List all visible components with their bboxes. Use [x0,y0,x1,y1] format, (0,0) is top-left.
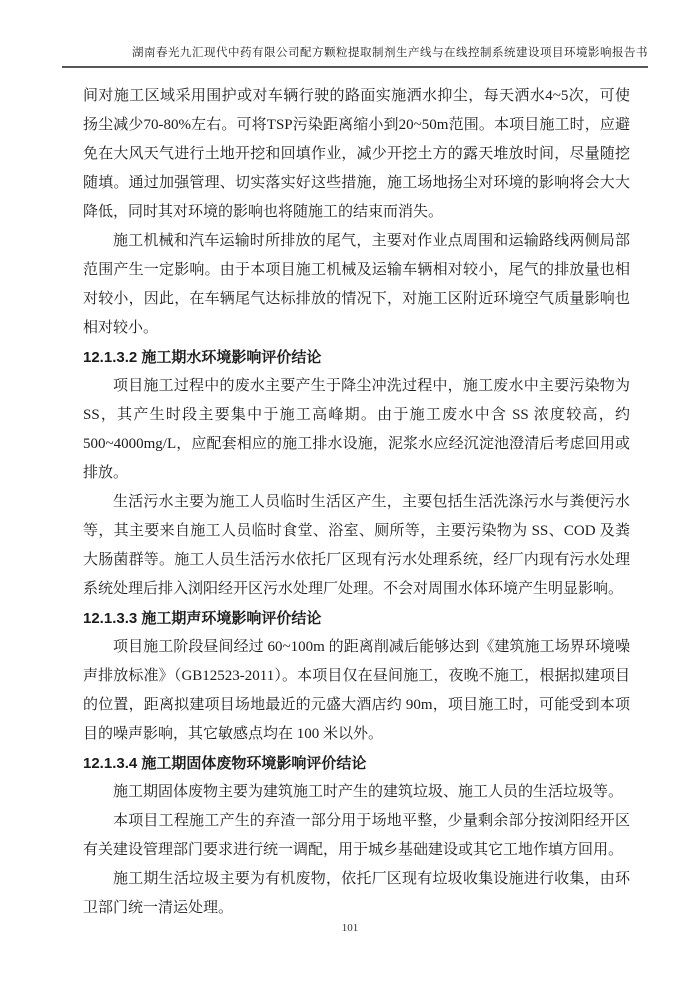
body-paragraph: 间对施工区域采用围护或对车辆行驶的路面实施洒水抑尘，每天洒水4~5次，可使扬尘减少70-80%左右。可将TSP污染距离缩小到20~50m范围。本项目施工时，应避免在大风天气进行土地开挖和回填作业，减少开挖土方的露天堆放时间，尽量随挖随填。通过加强管理、切实落实好这些措施，施工场地扬尘对环境的影响将会大大降低，同时其对环境的影响也将随施工的结束而消失。 [83,88,630,220]
body-paragraph: 生活污水主要为施工人员临时生活区产生，主要包括生活洗涤污水与粪便污水等，其主要来自施工人员临时食堂、浴室、厕所等，主要污染物为 SS、COD 及粪大肠菌群等。施工人员生活污水依托厂区现有污水处理系统，经厂内现有污水处理系统处理后排入浏阳经开区污水处理厂处理。不会对周围水体环境产生明显影响。 [83,494,630,597]
body-paragraph: 项目施工阶段昼间经过 60~100m 的距离削减后能够达到《建筑施工场界环境噪声排放标准》（GB12523-2011）。本项目仅在昼间施工，夜晚不施工，根据拟建项目的位置，距离拟建项目场地最近的元盛大酒店约 90m，项目施工时，可能受到本项目的噪声影响，其它敏感点均在 100 米以外。 [83,639,630,742]
page-number: 101 [341,922,359,934]
section-heading: 12.1.3.4 施工期固体废物环境影响评价结论 [83,755,367,772]
body-paragraph: 项目施工过程中的废水主要产生于降尘冲洗过程中，施工废水中主要污染物为SS，其产生时段主要集中于施工高峰期。由于施工废水中含 SS 浓度较高，约 500~4000mg/L，应配套相应的施工排水设施，泥浆水应经沉淀池澄清后考虑回用或排放。 [83,378,630,481]
section-heading: 12.1.3.3 施工期声环境影响评价结论 [83,610,322,627]
section-heading: 12.1.3.2 施工期水环境影响评价结论 [83,349,322,366]
page-header-title: 湖南春光九汇现代中药有限公司配方颗粒提取制剂生产线与在线控制系统建设项目环境影响报告书 [62,46,648,68]
body-paragraph: 本项目工程施工产生的弃渣一部分用于场地平整，少量剩余部分按浏阳经开区有关建设管理部门要求进行统一调配，用于城乡基础建设或其它工地作填方回用。 [83,813,630,858]
document-body [83,82,630,923]
body-paragraph: 施工期固体废物主要为建筑施工时产生的建筑垃圾、施工人员的生活垃圾等。 [113,784,624,800]
body-paragraph: 施工期生活垃圾主要为有机废物，依托厂区现有垃圾收集设施进行收集，由环卫部门统一清运处理。 [83,871,630,916]
body-paragraph: 施工机械和汽车运输时所排放的尾气，主要对作业点周围和运输路线两侧局部范围产生一定影响。由于本项目施工机械及运输车辆相对较小，尾气的排放量也相对较小，因此，在车辆尾气达标排放的情况下，对施工区附近环境空气质量影响也相对较小。 [83,233,630,336]
